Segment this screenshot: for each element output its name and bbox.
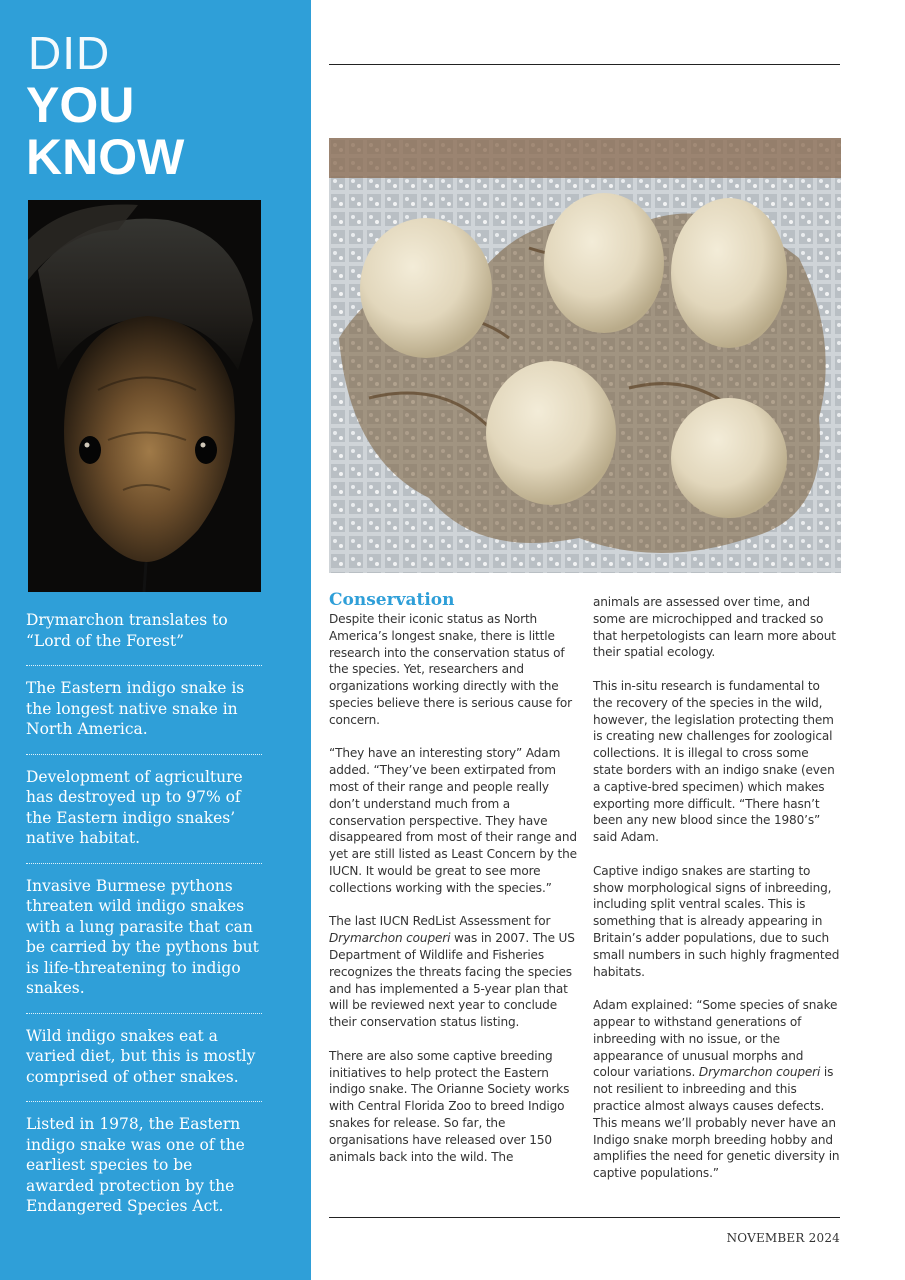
text-run: Adam explained: “Some species of snake appear to withstand generations of inbreeding with no issue, or the appearance of unusual morphs and colour variations.	[593, 998, 838, 1080]
text-run: was in 2007. The US Department of Wildlife and Fisheries recognizes the threats facing the species and has implemented a 5-year plan that will be reviewed next year to conclude their conservation status listing.	[329, 931, 575, 1030]
article-paragraph: “They have an interesting story” Adam added. “They’ve been extirpated from most of their range and people really don’t understand much from a conservation perspective. They have disappeared from most of their range and yet are still listed as Least Concern by the IUCN. It would be great to see more collections working with the species.”	[329, 746, 577, 895]
fact-item: The Eastern indigo snake is the longest native snake in North America.	[26, 679, 245, 738]
species-name-italic: Drymarchon couperi	[329, 931, 451, 946]
article-paragraph: animals are assessed over time, and some are microchipped and tracked so that herpetologists can learn more about their spatial ecology.	[593, 595, 836, 660]
did-you-know-sidebar	[0, 0, 311, 1280]
text-run: The last IUCN RedList Assessment for	[329, 914, 551, 929]
fact-item: Wild indigo snakes eat a varied diet, but this is mostly comprised of other snakes.	[26, 1026, 256, 1086]
text-run: is not resilient to inbreeding and this practice almost always causes defects. This means we’ll probably never have an Indigo snake morph breeding hobby and amplifies the need for genetic diversity in captive populations.”	[593, 1065, 840, 1181]
fact-divider	[26, 1013, 262, 1014]
egg-shape	[360, 218, 492, 358]
fact-divider	[26, 1101, 262, 1102]
fact-item: Drymarchon translates to “Lord of the Forest”	[26, 611, 228, 650]
conservation-heading: Conservation	[329, 590, 455, 610]
egg-shape	[486, 361, 616, 505]
article-column-right	[593, 594, 841, 1199]
snake-head-photo	[28, 200, 261, 592]
article-paragraph: Captive indigo snakes are starting to show morphological signs of inbreeding, including split ventral scales. This is something that is already appearing in Britain’s adder populations, due to such small numbers in such highly fragmented habitats.	[593, 863, 840, 979]
sidebar-title-know: KNOW	[26, 129, 185, 185]
top-divider	[329, 64, 840, 65]
egg-shape	[544, 193, 664, 333]
article-paragraph	[593, 997, 841, 1182]
fact-item: Listed in 1978, the Eastern indigo snake was one of the earliest species to be awarded protection by the Endangered Species Act.	[26, 1115, 245, 1215]
article-paragraph: This in-situ research is fundamental to the recovery of the species in the wild, however, the legislation protecting them is creating new challenges for zoological collections. It is illegal to cross some state borders with an indigo snake (even a captive-bred specimen) which makes exporting more difficult. “There hasn’t been any new blood since the 1980’s” said Adam.	[593, 678, 835, 845]
egg-shape	[671, 398, 787, 518]
issue-date: NOVEMBER 2024	[726, 1231, 840, 1245]
species-name-italic: Drymarchon couperi	[698, 1065, 821, 1080]
snake-head-illustration	[28, 200, 261, 592]
fact-item: Development of agriculture has destroyed up to 97% of the Eastern indigo snakes’ native habitat.	[26, 767, 243, 847]
article-paragraph: Despite their iconic status as North America’s longest snake, there is little research into the conservation status of the species. Yet, researchers and organizations working directly with the species believe there is serious cause for concern.	[329, 612, 572, 727]
egg-shape	[671, 198, 787, 348]
sidebar-title-you: YOU	[26, 77, 135, 133]
snake-eggs-illustration	[329, 138, 841, 573]
fact-divider	[26, 665, 262, 666]
article-paragraph	[329, 913, 577, 1031]
snake-eye-left	[79, 436, 101, 464]
fact-divider	[26, 863, 262, 864]
fact-divider	[26, 754, 262, 755]
article-column-left	[329, 590, 577, 1182]
snake-eye-right	[195, 436, 217, 464]
fact-item: Invasive Burmese pythons threaten wild indigo snakes with a lung parasite that can be carried by the pythons but is life-threatening to indigo snakes.	[26, 876, 259, 997]
article-paragraph: There are also some captive breeding initiatives to help protect the Eastern indigo snake. The Orianne Society works with Central Florida Zoo to breed Indigo snakes for release. So far, the organisations have released over 150 animals back into the wild. The	[329, 1048, 570, 1164]
facts-list	[26, 610, 262, 1231]
snake-eggs-photo	[329, 138, 841, 573]
bottom-divider	[329, 1217, 840, 1218]
sidebar-title-did: DID	[28, 27, 111, 79]
